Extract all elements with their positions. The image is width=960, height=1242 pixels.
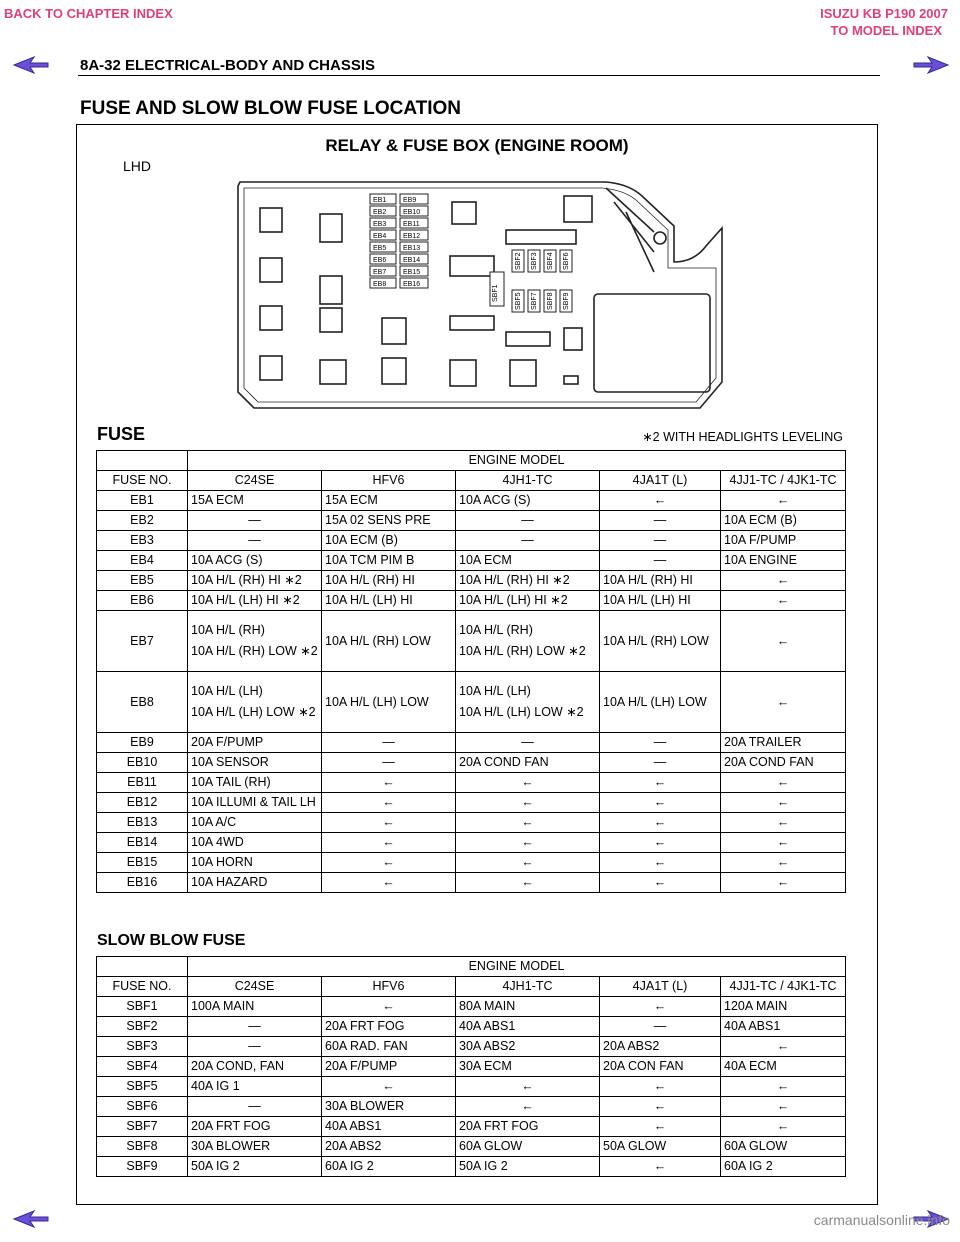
- table-row: [97, 491, 846, 511]
- engine-model-header-row: [97, 451, 846, 471]
- svg-text:SBF1: SBF1: [492, 284, 499, 302]
- fuse-cell: 60A GLOW: [721, 1137, 846, 1157]
- fuse-cell: 20A FRT FOG: [188, 1117, 322, 1137]
- fuse-no-cell: EB3: [97, 531, 188, 551]
- fuse-no-cell: EB10: [97, 753, 188, 773]
- table-row: [97, 1017, 846, 1037]
- fuse-cell: [456, 672, 600, 733]
- fuse-line: 10A H/L (LH): [459, 684, 531, 698]
- fuse-no-cell: EB8: [97, 672, 188, 733]
- column-header: 4JA1T (L): [600, 977, 721, 997]
- fuse-cell: 10A H/L (RH) HI: [600, 571, 721, 591]
- eb-left-column: [370, 194, 396, 288]
- fuse-cell: ←: [600, 833, 721, 853]
- model-line-link[interactable]: ISUZU KB P190 2007: [820, 6, 948, 21]
- fuse-slot-label: EB8: [373, 281, 387, 288]
- fuse-cell: 40A ECM: [721, 1057, 846, 1077]
- table-row: [97, 1037, 846, 1057]
- fuse-cell: ←: [322, 1077, 456, 1097]
- fuse-cell: 80A MAIN: [456, 997, 600, 1017]
- fuse-cell: —: [188, 1017, 322, 1037]
- table-row: [97, 997, 846, 1017]
- lhd-label: LHD: [123, 158, 152, 174]
- fuse-line: 10A H/L (LH) LOW ∗2: [459, 705, 584, 719]
- fuse-cell: 10A H/L (RH) HI: [322, 571, 456, 591]
- fuse-cell: 10A ACG (S): [456, 491, 600, 511]
- fuse-cell: —: [456, 511, 600, 531]
- fuse-slot-label: EB11: [403, 221, 420, 228]
- fuse-cell: ←: [721, 833, 846, 853]
- table-row: [97, 511, 846, 531]
- fuse-cell: 10A A/C: [188, 813, 322, 833]
- table-row: [97, 551, 846, 571]
- fuse-cell: ←: [600, 813, 721, 833]
- table-row: [97, 753, 846, 773]
- fuse-cell: 10A ECM (B): [322, 531, 456, 551]
- slow-blow-fuse-table: [96, 956, 846, 1177]
- fuse-cell: ←: [600, 793, 721, 813]
- fuse-cell: ←: [456, 1077, 600, 1097]
- fuse-no-cell: SBF9: [97, 1157, 188, 1177]
- fuse-cell: 10A ECM (B): [721, 511, 846, 531]
- next-page-arrow-icon[interactable]: [912, 56, 950, 74]
- fuse-cell: 20A FRT FOG: [456, 1117, 600, 1137]
- fuse-slot-label: EB13: [403, 245, 421, 252]
- fuse-cell: —: [456, 733, 600, 753]
- fuse-cell: ←: [600, 873, 721, 893]
- fuse-line: 10A H/L (RH): [191, 623, 265, 637]
- fuse-cell: ←: [721, 571, 846, 591]
- fuse-slot-label: EB9: [403, 197, 417, 204]
- table-row: [97, 1097, 846, 1117]
- fuse-no-cell: EB1: [97, 491, 188, 511]
- fuse-cell: ←: [322, 793, 456, 813]
- column-header: 4JH1-TC: [456, 977, 600, 997]
- fuse-cell: ←: [600, 1077, 721, 1097]
- fuse-cell: 30A BLOWER: [322, 1097, 456, 1117]
- fuse-cell: 20A COND FAN: [456, 753, 600, 773]
- fuse-cell: ←: [600, 1117, 721, 1137]
- engine-model-header-row: [97, 957, 846, 977]
- fuse-no-cell: EB16: [97, 873, 188, 893]
- column-header: HFV6: [322, 977, 456, 997]
- sbf-bottom-row: [512, 290, 572, 312]
- table-row: [97, 1077, 846, 1097]
- fuse-cell: 20A TRAILER: [721, 733, 846, 753]
- fuse-slot-label: EB4: [373, 233, 387, 240]
- fuse-cell: 10A ILLUMI & TAIL LH: [188, 793, 322, 813]
- fuse-no-cell: EB15: [97, 853, 188, 873]
- fuse-cell: ←: [456, 793, 600, 813]
- fuse-cell: 40A IG 1: [188, 1077, 322, 1097]
- fuse-cell: 120A MAIN: [721, 997, 846, 1017]
- fuse-cell: ←: [600, 853, 721, 873]
- engine-model-header: ENGINE MODEL: [188, 957, 846, 977]
- table-row: [97, 1137, 846, 1157]
- fuse-cell: 60A RAD. FAN: [322, 1037, 456, 1057]
- fuse-cell: ←: [600, 1157, 721, 1177]
- table-row: [97, 1117, 846, 1137]
- engine-model-header: ENGINE MODEL: [188, 451, 846, 471]
- fuse-cell: 10A SENSOR: [188, 753, 322, 773]
- fuse-cell: 10A HORN: [188, 853, 322, 873]
- column-header: 4JJ1-TC / 4JK1-TC: [721, 471, 846, 491]
- fuse-cell: ←: [721, 1037, 846, 1057]
- fuse-cell: 20A COND FAN: [721, 753, 846, 773]
- table-row: [97, 672, 846, 733]
- fuse-cell: —: [188, 1037, 322, 1057]
- fuse-slot-label: EB12: [403, 233, 421, 240]
- fuse-cell: ←: [721, 793, 846, 813]
- fuse-cell: 30A BLOWER: [188, 1137, 322, 1157]
- fuse-cell: [456, 611, 600, 672]
- table-row: [97, 873, 846, 893]
- relay-fuse-box-diagram: [234, 172, 724, 412]
- fuse-slot-label: EB14: [403, 257, 421, 264]
- fuse-cell: —: [600, 733, 721, 753]
- fuse-cell: 10A H/L (RH) LOW: [322, 611, 456, 672]
- fuse-no-cell: EB12: [97, 793, 188, 813]
- column-header-row: [97, 471, 846, 491]
- fuse-cell: 10A ECM: [456, 551, 600, 571]
- fuse-cell: —: [456, 531, 600, 551]
- fuse-cell: 10A 4WD: [188, 833, 322, 853]
- fuse-cell: ←: [721, 611, 846, 672]
- fuse-slot-label: SBF6: [563, 252, 570, 270]
- column-header: 4JA1T (L): [600, 471, 721, 491]
- fuse-slot-label: SBF7: [531, 292, 538, 310]
- fuse-line: 10A H/L (RH) LOW ∗2: [459, 644, 586, 658]
- fuse-cell: —: [188, 511, 322, 531]
- fuse-cell: 10A H/L (LH) LOW: [600, 672, 721, 733]
- table-row: [97, 733, 846, 753]
- prev-page-arrow-icon[interactable]: [12, 56, 50, 74]
- table-row: [97, 611, 846, 672]
- fuse-no-cell: EB2: [97, 511, 188, 531]
- watermark: carmanualsonline.info: [813, 1212, 950, 1228]
- table-row: [97, 1057, 846, 1077]
- fuse-cell: —: [322, 733, 456, 753]
- sbf1-block: [490, 272, 504, 306]
- fuse-cell: 20A ABS2: [600, 1037, 721, 1057]
- fuse-cell: 15A ECM: [188, 491, 322, 511]
- eb-right-column: [400, 194, 428, 288]
- fuse-cell: 10A H/L (LH) HI ∗2: [456, 591, 600, 611]
- fuse-no-cell: SBF6: [97, 1097, 188, 1117]
- fuse-cell: 10A H/L (LH) HI: [600, 591, 721, 611]
- column-header: FUSE NO.: [97, 977, 188, 997]
- section-title: FUSE AND SLOW BLOW FUSE LOCATION: [80, 98, 462, 119]
- column-header-row: [97, 977, 846, 997]
- fuse-cell: 60A IG 2: [721, 1157, 846, 1177]
- fuse-no-cell: EB6: [97, 591, 188, 611]
- fuse-cell: 10A H/L (RH) HI ∗2: [188, 571, 322, 591]
- fuse-table: [96, 450, 846, 893]
- fuse-slot-label: EB2: [373, 209, 387, 216]
- fuse-cell: ←: [456, 833, 600, 853]
- fuse-slot-label: SBF4: [547, 252, 554, 270]
- fuse-cell: ←: [600, 491, 721, 511]
- relay-box-title: RELAY & FUSE BOX (ENGINE ROOM): [325, 136, 629, 155]
- fuse-cell: 10A ENGINE: [721, 551, 846, 571]
- fuse-cell: ←: [721, 491, 846, 511]
- fuse-cell: ←: [456, 813, 600, 833]
- fuse-slot-label: EB3: [373, 221, 387, 228]
- fuse-cell: 10A TCM PIM B: [322, 551, 456, 571]
- fuse-cell: —: [600, 551, 721, 571]
- column-header: 4JJ1-TC / 4JK1-TC: [721, 977, 846, 997]
- table-row: [97, 793, 846, 813]
- fuse-cell: 10A H/L (LH) HI: [322, 591, 456, 611]
- fuse-cell: ←: [322, 873, 456, 893]
- fuse-no-cell: SBF5: [97, 1077, 188, 1097]
- fuse-no-cell: EB11: [97, 773, 188, 793]
- fuse-cell: ←: [456, 853, 600, 873]
- fuse-line: 10A H/L (RH): [459, 623, 533, 637]
- fuse-cell: ←: [600, 997, 721, 1017]
- fuse-slot-label: EB16: [403, 281, 421, 288]
- fuse-cell: ←: [721, 672, 846, 733]
- fuse-slot-label: SBF3: [531, 252, 538, 270]
- fuse-no-cell: SBF3: [97, 1037, 188, 1057]
- fuse-no-cell: SBF2: [97, 1017, 188, 1037]
- back-to-chapter-index-link[interactable]: BACK TO CHAPTER INDEX: [4, 6, 173, 21]
- fuse-cell: 10A TAIL (RH): [188, 773, 322, 793]
- column-header: 4JH1-TC: [456, 471, 600, 491]
- fuse-cell: ←: [721, 853, 846, 873]
- fuse-cell: [188, 611, 322, 672]
- prev-page-arrow-bottom-icon[interactable]: [12, 1210, 50, 1228]
- header-rule: [78, 75, 880, 76]
- fuse-cell: 20A FRT FOG: [322, 1017, 456, 1037]
- column-header: FUSE NO.: [97, 471, 188, 491]
- fuse-cell: ←: [456, 1097, 600, 1117]
- fuse-cell: 15A ECM: [322, 491, 456, 511]
- fuse-cell: 40A ABS1: [721, 1017, 846, 1037]
- fuse-cell: 40A ABS1: [322, 1117, 456, 1137]
- table-row: [97, 531, 846, 551]
- fuse-slot-label: EB5: [373, 245, 387, 252]
- fuse-no-cell: EB4: [97, 551, 188, 571]
- page-header-title: 8A-32 ELECTRICAL-BODY AND CHASSIS: [80, 57, 376, 74]
- fuse-cell: [188, 672, 322, 733]
- fuse-cell: 20A COND, FAN: [188, 1057, 322, 1077]
- fuse-cell: —: [600, 753, 721, 773]
- fuse-cell: 10A HAZARD: [188, 873, 322, 893]
- column-header: C24SE: [188, 977, 322, 997]
- table-row: [97, 773, 846, 793]
- fuse-cell: 50A IG 2: [456, 1157, 600, 1177]
- fuse-cell: ←: [322, 813, 456, 833]
- fuse-cell: 30A ABS2: [456, 1037, 600, 1057]
- fuse-cell: 10A H/L (LH) HI ∗2: [188, 591, 322, 611]
- fuse-cell: —: [188, 531, 322, 551]
- column-header: HFV6: [322, 471, 456, 491]
- table-row: [97, 833, 846, 853]
- fuse-cell: ←: [600, 1097, 721, 1117]
- blank-cell: [97, 451, 188, 471]
- fuse-cell: 50A IG 2: [188, 1157, 322, 1177]
- fuse-cell: 20A F/PUMP: [322, 1057, 456, 1077]
- fuse-slot-label: SBF8: [547, 292, 554, 310]
- fuse-no-cell: EB14: [97, 833, 188, 853]
- fuse-line: 10A H/L (LH) LOW ∗2: [191, 705, 316, 719]
- fuse-cell: 60A IG 2: [322, 1157, 456, 1177]
- to-model-index-link[interactable]: TO MODEL INDEX: [830, 23, 942, 38]
- blank-cell: [97, 957, 188, 977]
- table-row: [97, 813, 846, 833]
- fuse-slot-label: SBF2: [515, 252, 522, 270]
- fuse-cell: —: [600, 1017, 721, 1037]
- fuse-slot-label: EB6: [373, 257, 387, 264]
- fuse-cell: ←: [322, 773, 456, 793]
- fuse-cell: 10A ACG (S): [188, 551, 322, 571]
- fuse-cell: —: [322, 753, 456, 773]
- sbf-top-row: [512, 250, 572, 272]
- fuse-cell: ←: [721, 1097, 846, 1117]
- fuse-slot-label: SBF9: [563, 292, 570, 310]
- fuse-label: FUSE: [97, 424, 146, 444]
- fuse-slot-label: EB10: [403, 209, 421, 216]
- fuse-cell: 20A F/PUMP: [188, 733, 322, 753]
- fuse-cell: ←: [721, 873, 846, 893]
- fuse-cell: ←: [456, 873, 600, 893]
- fuse-cell: 10A H/L (LH) LOW: [322, 672, 456, 733]
- fuse-no-cell: EB7: [97, 611, 188, 672]
- fuse-cell: 40A ABS1: [456, 1017, 600, 1037]
- fuse-cell: —: [600, 531, 721, 551]
- fuse-cell: ←: [721, 773, 846, 793]
- fuse-cell: 20A CON FAN: [600, 1057, 721, 1077]
- fuse-cell: 100A MAIN: [188, 997, 322, 1017]
- fuse-cell: —: [188, 1097, 322, 1117]
- fuse-cell: ←: [322, 833, 456, 853]
- fuse-no-cell: SBF7: [97, 1117, 188, 1137]
- fuse-cell: ←: [721, 813, 846, 833]
- fuse-no-cell: SBF4: [97, 1057, 188, 1077]
- fuse-slot-label: SBF5: [515, 292, 522, 310]
- fuse-cell: ←: [600, 773, 721, 793]
- fuse-no-cell: SBF1: [97, 997, 188, 1017]
- fuse-cell: ←: [721, 1117, 846, 1137]
- table-row: [97, 853, 846, 873]
- fuse-cell: 10A F/PUMP: [721, 531, 846, 551]
- fuse-cell: ←: [322, 853, 456, 873]
- fuse-cell: ←: [721, 591, 846, 611]
- fuse-slot-label: EB7: [373, 269, 387, 276]
- fuse-line: 10A H/L (LH): [191, 684, 263, 698]
- fuse-cell: 15A 02 SENS PRE: [322, 511, 456, 531]
- fuse-line: 10A H/L (RH) LOW ∗2: [191, 644, 318, 658]
- table-row: [97, 571, 846, 591]
- column-header: C24SE: [188, 471, 322, 491]
- headlight-leveling-note: ∗2 WITH HEADLIGHTS LEVELING: [642, 430, 843, 444]
- fuse-cell: 20A ABS2: [322, 1137, 456, 1157]
- fuse-cell: 60A GLOW: [456, 1137, 600, 1157]
- fuse-cell: 10A H/L (RH) LOW: [600, 611, 721, 672]
- fuse-cell: ←: [721, 1077, 846, 1097]
- slow-blow-fuse-label: SLOW BLOW FUSE: [97, 932, 246, 949]
- fuse-no-cell: EB13: [97, 813, 188, 833]
- fuse-no-cell: EB9: [97, 733, 188, 753]
- fuse-cell: ←: [456, 773, 600, 793]
- fuse-cell: ←: [322, 997, 456, 1017]
- fuse-slot-label: EB15: [403, 269, 421, 276]
- fuse-cell: 50A GLOW: [600, 1137, 721, 1157]
- fuse-no-cell: SBF8: [97, 1137, 188, 1157]
- fuse-cell: —: [600, 511, 721, 531]
- fuse-cell: 30A ECM: [456, 1057, 600, 1077]
- fuse-cell: 10A H/L (RH) HI ∗2: [456, 571, 600, 591]
- fuse-no-cell: EB5: [97, 571, 188, 591]
- fuse-slot-label: EB1: [373, 197, 387, 204]
- table-row: [97, 1157, 846, 1177]
- table-row: [97, 591, 846, 611]
